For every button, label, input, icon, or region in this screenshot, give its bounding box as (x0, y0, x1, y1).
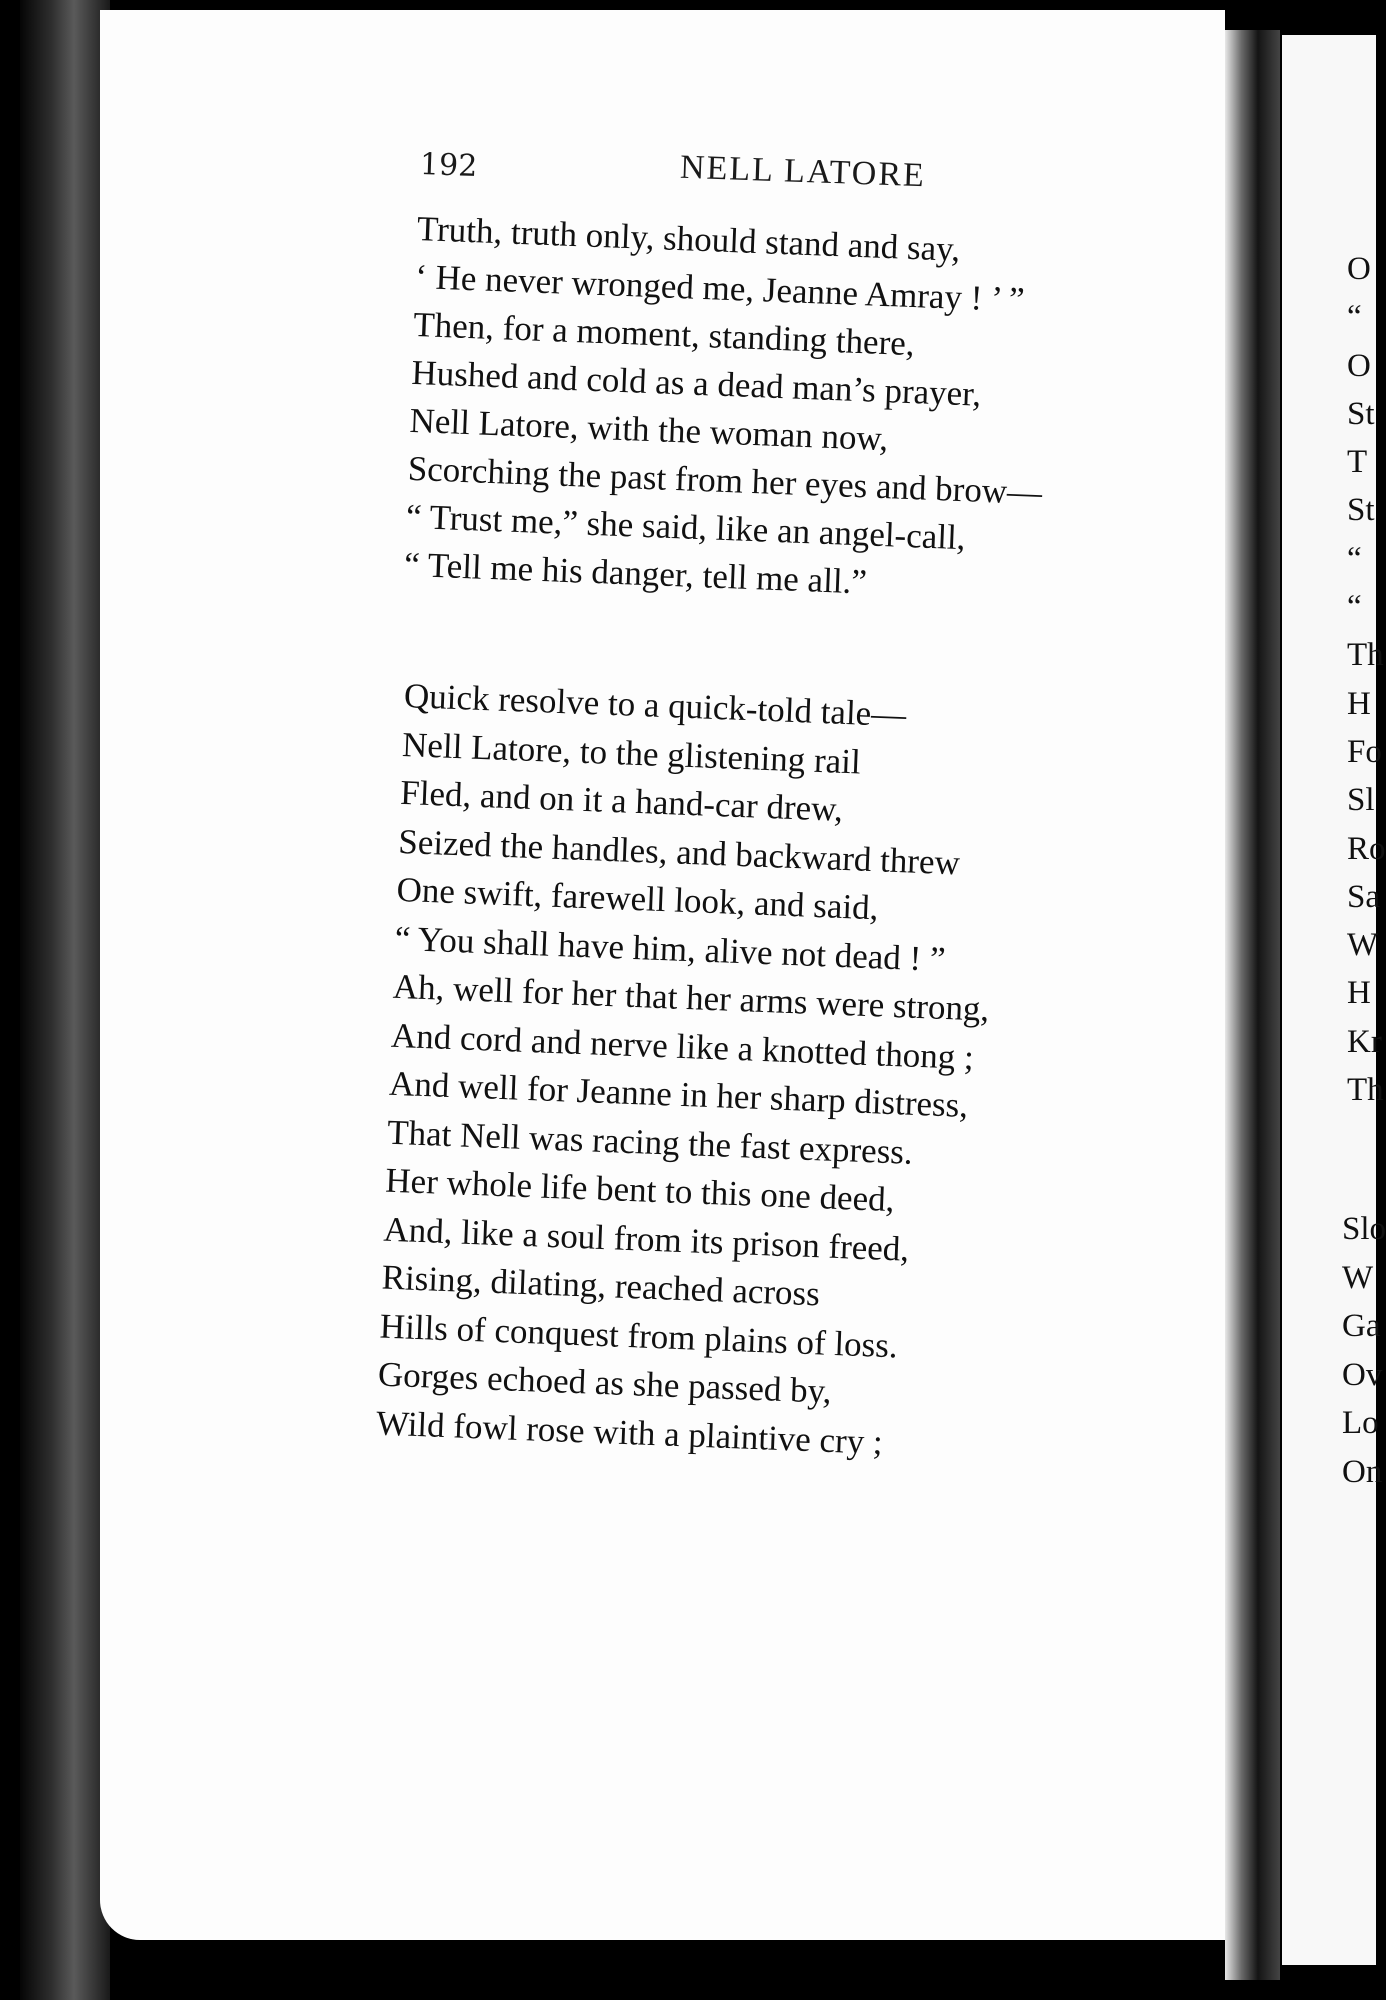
facing-line-fragment: Sa (1347, 878, 1380, 915)
facing-line-fragment: H (1347, 685, 1371, 722)
poem-line: And, like a soul from its prison freed, (382, 1209, 910, 1269)
poem-line: Her whole life bent to this one deed, (384, 1160, 896, 1220)
poem-line: And well for Jeanne in her sharp distress, (388, 1063, 969, 1125)
poem-line: Then, for a moment, standing there, (412, 304, 916, 364)
poem-line: Truth, truth only, should stand and say, (416, 208, 961, 269)
running-head: NELL LATORE (679, 148, 927, 195)
facing-line-fragment: W (1342, 1259, 1374, 1296)
poem-line: Nell Latore, with the woman now, (408, 400, 889, 459)
poem-line: Gorges echoed as she passed by, (377, 1354, 833, 1411)
facing-line-fragment: H (1347, 975, 1371, 1012)
facing-line-fragment: W (1347, 927, 1379, 964)
poem-line: Wild fowl rose with a plaintive cry ; (375, 1402, 884, 1462)
facing-line-fragment: On (1342, 1453, 1383, 1490)
facing-line-fragment: T (1347, 444, 1368, 481)
facing-line-fragment: O (1347, 251, 1371, 287)
poem-line: That Nell was racing the fast express. (386, 1112, 914, 1172)
poem-line: “ You shall have him, alive not dead ! ” (394, 918, 947, 979)
poem-line: Fled, and on it a hand-car drew, (399, 772, 844, 829)
poem-line: ‘ He never wronged me, Jeanne Amray ! ’ ” (414, 256, 1026, 320)
page-gutter (1225, 30, 1280, 1980)
facing-line-fragment: Fo (1347, 733, 1382, 770)
facing-page-fragments-lower (1342, 1205, 1386, 1496)
facing-line-fragment: Slo (1342, 1211, 1386, 1247)
book-binding-edge (20, 0, 110, 2000)
facing-line-fragment: Ro (1347, 830, 1386, 867)
facing-line-fragment: Th (1347, 637, 1384, 674)
facing-line-fragment: St (1347, 395, 1375, 432)
poem-line: Ah, well for her that her arms were strong, (392, 966, 990, 1029)
poem-line: Seized the handles, and backward threw (397, 821, 961, 882)
facing-line-fragment: “ (1347, 540, 1362, 577)
poem-line: Hills of conquest from plains of loss. (379, 1306, 899, 1365)
facing-line-fragment: O (1347, 347, 1371, 384)
poem-line: Quick resolve to a quick-told tale— (403, 675, 907, 735)
poem-line: “ Trust me,” she said, like an angel-call, (405, 496, 967, 558)
poem-line: “ Tell me his danger, tell me all.” (403, 544, 868, 602)
poem-line: Hushed and cold as a dead man’s prayer, (410, 352, 982, 414)
facing-line-fragment: Ov (1342, 1356, 1383, 1393)
facing-line-fragment: St (1347, 492, 1375, 529)
facing-line-fragment: Lo (1342, 1405, 1379, 1441)
facing-line-fragment: “ (1347, 589, 1362, 626)
poem-line: Nell Latore, to the glistening rail (401, 724, 862, 782)
poem-line: Rising, dilating, reached across (381, 1257, 821, 1314)
stanza-1 (403, 205, 1052, 613)
poem-line: Scorching the past from her eyes and brow— (407, 448, 1043, 513)
facing-line-fragment: Sl (1347, 782, 1375, 819)
poem-line: And cord and nerve like a knotted thong ; (390, 1015, 975, 1077)
poem-line: One swift, farewell look, and said, (395, 869, 880, 928)
facing-line-fragment: Ga (1342, 1308, 1381, 1344)
facing-line-fragment: “ (1347, 299, 1362, 336)
facing-line-fragment: Kr (1347, 1023, 1382, 1060)
stanza-2 (375, 672, 1001, 1470)
facing-line-fragment: Th (1347, 1072, 1384, 1109)
page-number: 192 (419, 147, 478, 184)
facing-page-fragments-upper (1347, 245, 1386, 1114)
